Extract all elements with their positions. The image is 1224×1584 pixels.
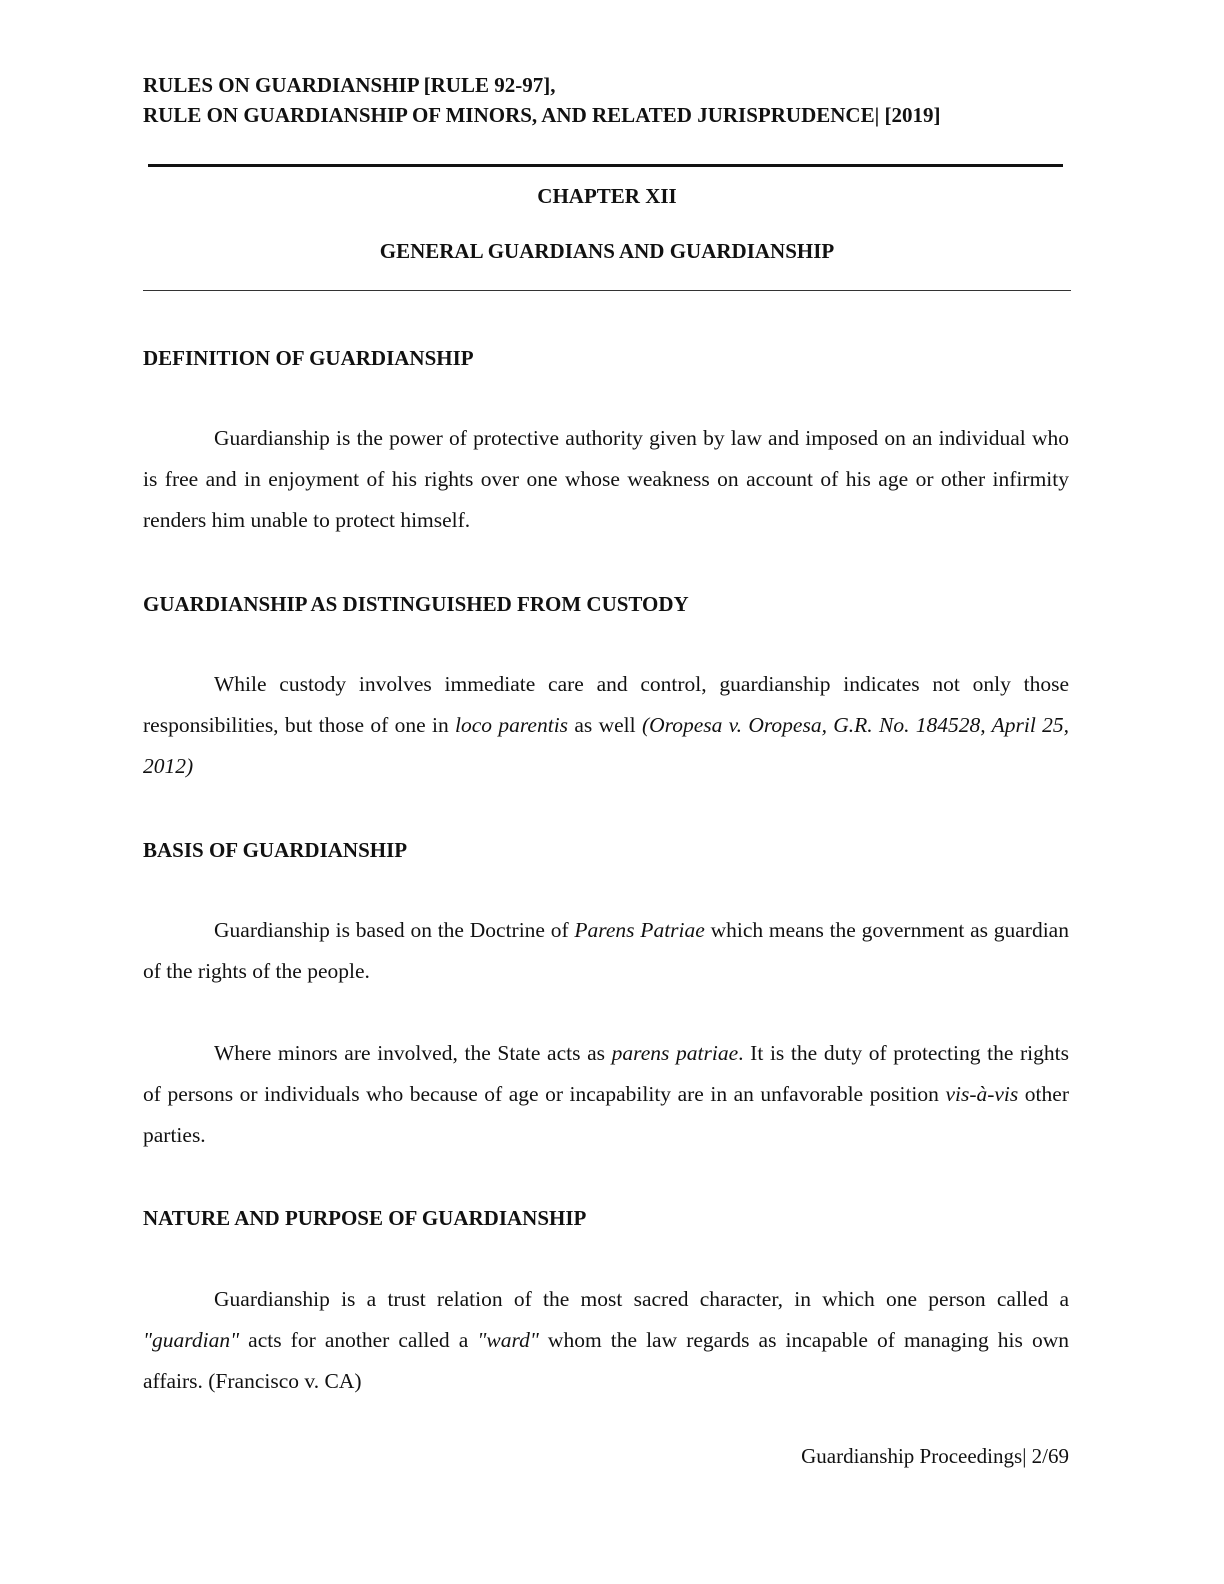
nature-italic-ward: "ward" bbox=[477, 1328, 539, 1352]
header-line-2 bbox=[143, 100, 1083, 130]
nature-text-b: acts for another called a bbox=[239, 1328, 478, 1352]
page-footer bbox=[801, 1444, 1069, 1469]
paragraph-nature bbox=[143, 1279, 1069, 1402]
chapter-number: CHAPTER XII bbox=[537, 184, 677, 208]
paragraph-basis-2 bbox=[143, 1033, 1069, 1156]
running-header bbox=[143, 70, 1083, 130]
nature-text-c: whom the law regards as incapable of managing his own affairs. (Francisco v. CA) bbox=[143, 1328, 1069, 1393]
basis-p1-text-a: Guardianship is based on the Doctrine of bbox=[214, 918, 575, 942]
header-line-2-text: RULE ON GUARDIANSHIP OF MINORS, AND RELATED JURISPRUDENCE bbox=[143, 103, 875, 127]
paragraph-basis-1 bbox=[143, 910, 1069, 992]
custody-text-b: as well bbox=[568, 713, 642, 737]
custody-text-a: While custody involves immediate care and control, guardianship indicates not only those responsibilities, but those of one in bbox=[143, 672, 1069, 737]
nature-text-a: Guardianship is a trust relation of the most sacred character, in which one person called a bbox=[214, 1287, 1069, 1311]
footer-label: Guardianship Proceedings bbox=[801, 1444, 1023, 1468]
nature-italic-guardian: "guardian" bbox=[143, 1328, 240, 1352]
basis-p2-text-c: other parties. bbox=[143, 1082, 1069, 1147]
header-separator: | bbox=[874, 103, 880, 127]
basis-p2-text-a: Where minors are involved, the State acts as bbox=[214, 1041, 612, 1065]
chapter-title: GENERAL GUARDIANS AND GUARDIANSHIP bbox=[379, 239, 835, 263]
basis-p2-italic-vis-a-vis: vis-à-vis bbox=[945, 1082, 1019, 1106]
custody-italic-loco-parentis: loco parentis bbox=[455, 713, 569, 737]
section-heading-nature: NATURE AND PURPOSE OF GUARDIANSHIP bbox=[143, 1206, 587, 1230]
header-year: [2019] bbox=[884, 103, 941, 127]
chapter-divider bbox=[143, 290, 1071, 291]
basis-p1-italic: Parens Patriae bbox=[574, 918, 705, 942]
custody-citation: (Oropesa v. Oropesa, G.R. No. 184528, April 25, 2012) bbox=[143, 713, 1069, 778]
basis-p2-italic: parens patriae bbox=[611, 1041, 739, 1065]
section-heading-definition: DEFINITION OF GUARDIANSHIP bbox=[143, 346, 474, 370]
header-line-1: RULES ON GUARDIANSHIP [RULE 92-97], bbox=[143, 73, 556, 97]
section-heading-custody: GUARDIANSHIP AS DISTINGUISHED FROM CUSTODY bbox=[143, 592, 689, 616]
header-divider bbox=[148, 164, 1063, 167]
page-number: 2/69 bbox=[1026, 1444, 1069, 1468]
paragraph-custody bbox=[143, 664, 1069, 787]
paragraph-definition: Guardianship is the power of protective authority given by law and imposed on an individual who is free and in enjoyment of his rights over one whose weakness on account of his age or other infirmity renders him unable to protect himself. bbox=[143, 426, 1069, 532]
section-heading-basis: BASIS OF GUARDIANSHIP bbox=[143, 838, 408, 862]
basis-p1-text-b: which means the government as guardian of the rights of the people. bbox=[143, 918, 1069, 983]
footer-separator: | bbox=[1022, 1444, 1027, 1468]
basis-p2-text-b: . It is the duty of protecting the rights of persons or individuals who because of age or incapability are in an unfavorable position bbox=[143, 1041, 1069, 1106]
